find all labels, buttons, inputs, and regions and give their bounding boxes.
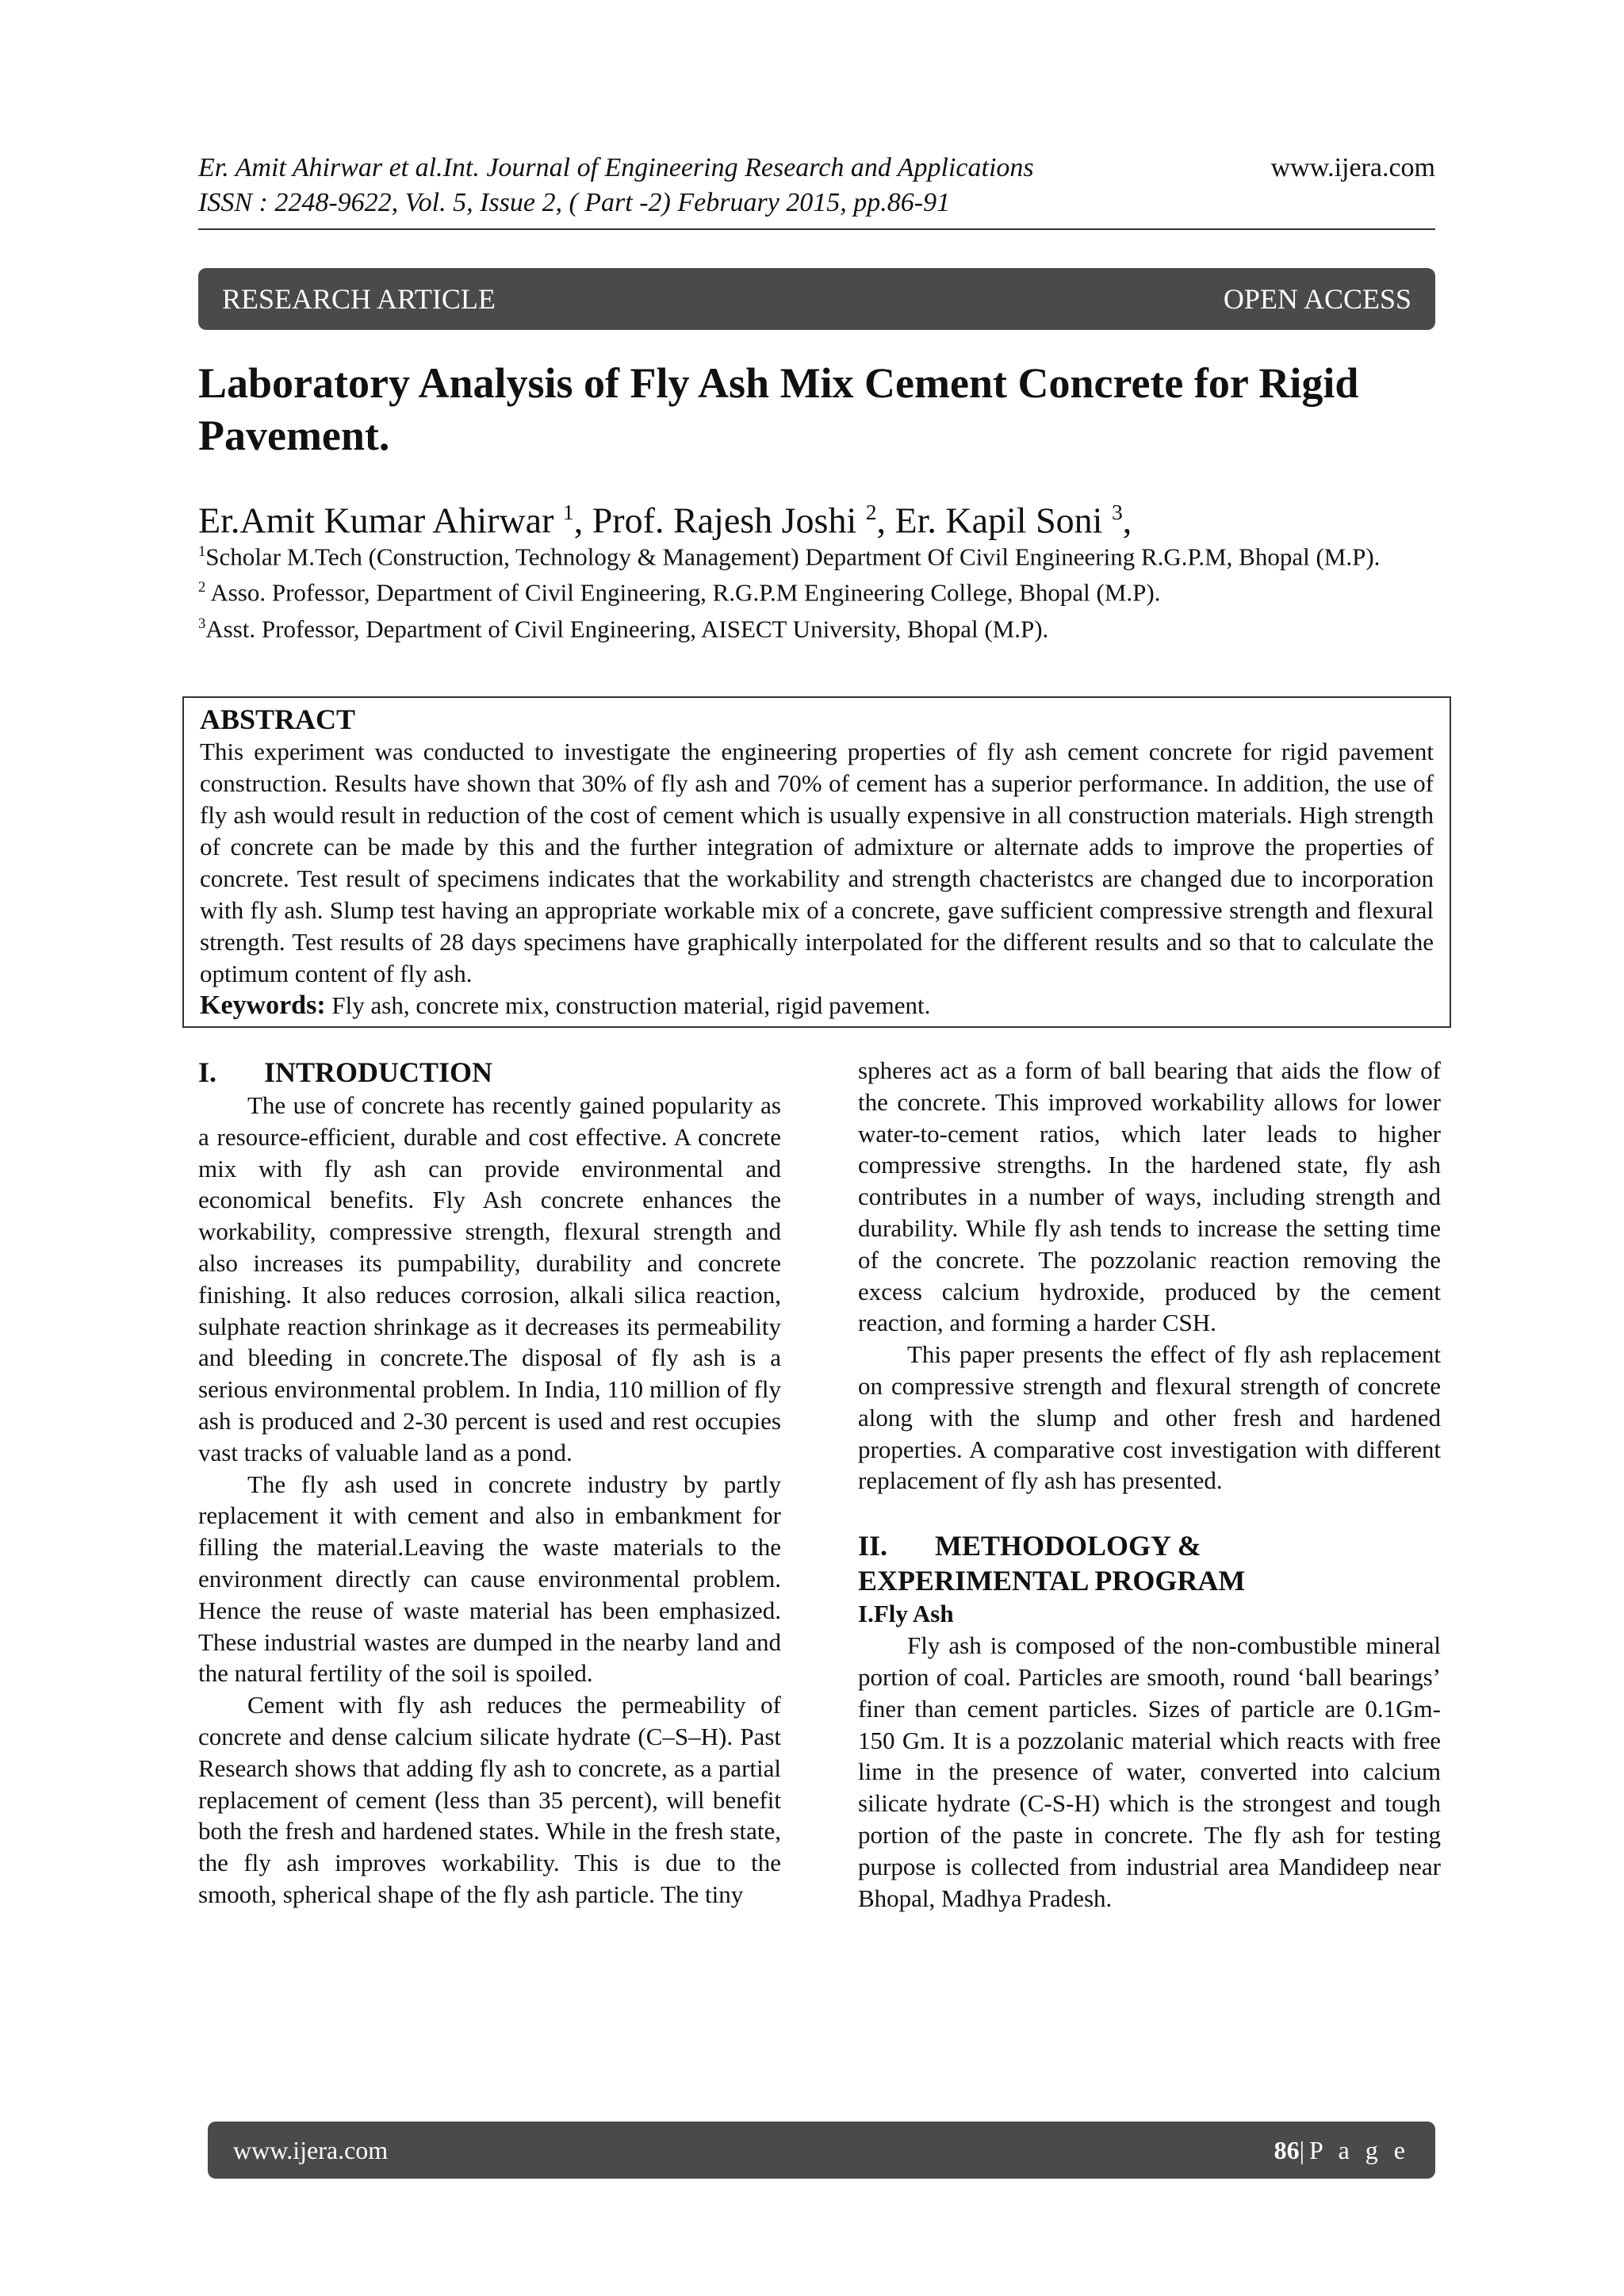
fly-ash-paragraph: Fly ash is composed of the non-combustible mineral portion of coal. Particles are smooth, round ‘ball bearings’ finer than cement particles. Sizes of particle are 0.1Gm-150 Gm. It is a pozzolanic material which reacts with free lime in the presence of water, converted into calcium silicate hydrate (C-S-H) which is the strongest and tough portion of the paste in concrete. The fly ash for testing purpose is collected from industrial area Mandideep near Bhopal, Madhya Pradesh. [858, 1631, 1441, 1912]
intro-paragraph-3: Cement with fly ash reduces the permeability of concrete and dense calcium silicate hydrate (C–S–H). Past Research shows that adding fly ash to concrete, as a partial replacement of cement (less than 35 percent), will benefit both the fresh and hardened states. While in the fresh state, the fly ash improves workability. This is due to the smooth, spherical shape of the fly ash particle. The tiny [198, 1691, 781, 1908]
section-heading-methodology-line2: EXPERIMENTAL PROGRAM [858, 1565, 1246, 1597]
author-name: Er.Amit Kumar Ahirwar [198, 500, 563, 541]
author-name: Er. Kapil Soni [894, 500, 1112, 541]
affiliation-text: Asst. Professor, Department of Civil Engineering, AISECT University, Bhopal (M.P). [205, 614, 1049, 642]
section-spacer [858, 1497, 1441, 1528]
section-heading-methodology [858, 1528, 1441, 1563]
affiliation-mark: 2 [198, 579, 206, 596]
header-divider [198, 228, 1435, 230]
header-issn-line: ISSN : 2248-9622, Vol. 5, Issue 2, ( Part -2) February 2015, pp.86-91 [198, 188, 951, 217]
footer-site-link[interactable]: www.ijera.com [233, 2135, 389, 2164]
author-name: Prof. Rajesh Joshi [592, 500, 866, 541]
section-title: INTRODUCTION [264, 1056, 493, 1088]
right-column [858, 1055, 1441, 1914]
page-number: 86 [1274, 2135, 1300, 2164]
section-number: I. [198, 1056, 217, 1088]
author-separator: , [1122, 500, 1132, 541]
author-separator: , [573, 500, 592, 541]
affiliation-item [198, 608, 1435, 644]
author-affil-mark: 2 [865, 500, 877, 524]
banner-research-article: RESEARCH ARTICLE [222, 283, 496, 315]
footer-page-number [1274, 2136, 1410, 2165]
affiliation-text: Asso. Professor, Department of Civil Engineering, R.G.P.M Engineering College, Bhopal (M.P). [205, 578, 1161, 607]
section-heading-introduction [198, 1055, 781, 1090]
keywords-line [200, 990, 1434, 1022]
affiliation-mark: 3 [198, 615, 206, 632]
abstract-box [182, 696, 1451, 1028]
keywords-text: Fly ash, concrete mix, construction material, rigid pavement. [325, 991, 931, 1019]
abstract-heading: ABSTRACT [200, 703, 356, 735]
page-footer [208, 2122, 1435, 2179]
keywords-label: Keywords: [200, 991, 326, 1020]
intro-paragraph-1: The use of concrete has recently gained popularity as a resource-efficient, durable and cost effective. A concrete mix with fly ash can provide environmental and economical benefits. Fly Ash concrete enhances the workability, compressive strength, flexural strength and also increases its pumpability, durability and concrete finishing. It also reduces corrosion, alkali silica reaction, sulphate reaction shrinkage as it decreases its permeability and bleeding in concrete.The disposal of fly ash is a serious environmental problem. In India, 110 million of fly ash is produced and 2-30 percent is used and rest occupies vast tracks of valuable land as a pond. [198, 1091, 781, 1466]
running-header [198, 151, 1435, 220]
affiliations [198, 536, 1435, 644]
paper-title: Laboratory Analysis of Fly Ash Mix Cement Concrete for Rigid Pavement. [198, 359, 1359, 459]
section-number: II. [858, 1530, 888, 1562]
page-label: |P a g e [1299, 2135, 1410, 2164]
affiliation-item [198, 536, 1435, 572]
author-affil-mark: 1 [562, 500, 574, 524]
affiliation-item [198, 572, 1435, 608]
affiliation-mark: 1 [198, 543, 206, 560]
author-line [198, 490, 1132, 542]
left-column [198, 1055, 781, 1911]
intro-paragraph-2: The fly ash used in concrete industry by partly replacement it with cement and also in embankment for filling the material.Leaving the waste materials to the environment directly can cause environmental problem. Hence the reuse of waste material has been emphasized. These industrial wastes are dumped in the nearby land and the natural fertility of the soil is spoiled. [198, 1470, 781, 1688]
affiliation-text: Scholar M.Tech (Construction, Technology & Management) Department Of Civil Engineering R.G.P.M, Bhopal (M.P). [205, 542, 1381, 571]
article-type-banner [198, 268, 1435, 330]
header-citation-line: Er. Amit Ahirwar et al.Int. Journal of Engineering Research and Applications [198, 153, 1034, 182]
section-title: METHODOLOGY & [935, 1530, 1201, 1562]
author-separator: , [876, 500, 895, 541]
abstract-text: This experiment was conducted to investigate the engineering properties of fly ash cement concrete for rigid pavement construction. Results have shown that 30% of fly ash and 70% of cement has a superior performance. In addition, the use of fly ash would result in reduction of the cost of cement which is usually expensive in all construction materials. High strength of concrete can be made by this and the further integration of admixture or alternate adds to improve the properties of concrete. Test result of specimens indicates that the workability and strength chacteristcs are changed due to incorporation with fly ash. Slump test having an appropriate workable mix of a concrete, gave sufficient compressive strength and flexural strength. Test results of 28 days specimens have graphically interpolated for the different results and so that to calculate the optimum content of fly ash. [200, 738, 1434, 987]
banner-open-access: OPEN ACCESS [1223, 283, 1411, 315]
author-affil-mark: 3 [1111, 500, 1123, 524]
intro-paragraph-3-continued: spheres act as a form of ball bearing that aids the flow of the concrete. This improved workability allows for lower water-to-cement ratios, which later leads to higher compressive strengths. In the hardened state, fly ash contributes in a number of ways, including strength and durability. While fly ash tends to increase the setting time of the concrete. The pozzolanic reaction removing the excess calcium hydroxide, produced by the cement reaction, and forming a harder CSH. [858, 1056, 1441, 1337]
subsection-heading-fly-ash: I.Fly Ash [858, 1600, 954, 1628]
header-site-link[interactable]: www.ijera.com [1270, 153, 1435, 182]
intro-paragraph-4: This paper presents the effect of fly ash replacement on compressive strength and flexural strength of concrete along with the slump and other fresh and hardened properties. A comparative cost investigation with different replacement of fly ash has presented. [858, 1340, 1441, 1495]
